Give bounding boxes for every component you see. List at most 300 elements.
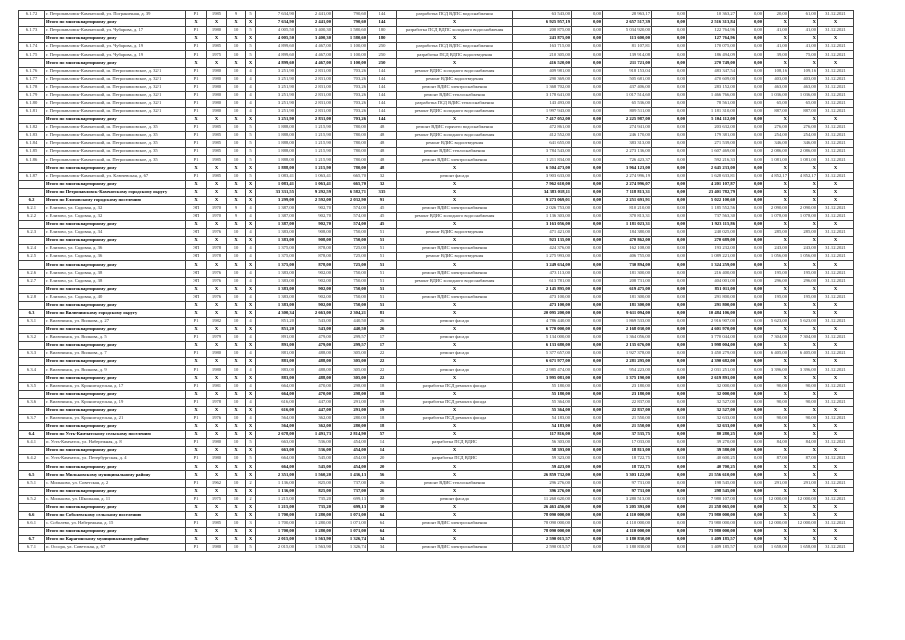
- cell-owner-funds: 23 180,00: [603, 382, 652, 390]
- cell-service-term: 10: [227, 83, 246, 91]
- cell-nonresidential-area: 454,00: [333, 447, 368, 455]
- cell-unit-cost: 87,00: [764, 455, 789, 463]
- cell-federal-funds: 0,00: [572, 67, 603, 75]
- cell-total-area: 1 888,00: [256, 132, 296, 140]
- cell-address: г. Петропавловск-Камчатский, ш. Петропавловское, д. 32/1: [45, 91, 186, 99]
- cell-service-term: 10: [227, 382, 246, 390]
- cell-regional-funds: 271 539,00: [687, 140, 737, 148]
- cell-total-cost: 63 543,00: [513, 11, 572, 19]
- cell-residential-area: 902,70: [296, 212, 333, 220]
- cell-nonresidential-area: 280,00: [333, 414, 368, 422]
- cell-work-type: Х: [397, 285, 513, 293]
- cell-service-term: 10: [227, 172, 246, 180]
- cell-wall-material: Р1: [186, 414, 207, 422]
- cell-total-cost: 59 423,00: [513, 463, 572, 471]
- cell-residential-area: 488,00: [296, 366, 333, 374]
- cell-total-cost: 143 493,00: [513, 99, 572, 107]
- table-row: [19, 67, 854, 75]
- cell-nonresidential-area: 790,60: [333, 11, 368, 19]
- cell-work-type: разработка ПСД ремонта фасада: [397, 398, 513, 406]
- cell-residents: 14: [368, 439, 397, 447]
- cell-year-built: Х: [207, 463, 227, 471]
- cell-local-funds: 0,00: [737, 221, 764, 229]
- cell-total-cost: 34 383 018,11: [513, 188, 572, 196]
- cell-work-type: ремонт ВДИС электроснабжения: [397, 156, 513, 164]
- cell-local-funds: 0,00: [737, 204, 764, 212]
- cell-service-term: Х: [227, 528, 246, 536]
- cell-residential-area: 2 592,00: [296, 196, 333, 204]
- table-row: [19, 99, 854, 107]
- cell-year-built: Х: [207, 188, 227, 196]
- cell-max-unit-cost: 2 090,00: [789, 204, 818, 212]
- cell-regional-funds: 2 516 313,84: [687, 19, 737, 27]
- cell-local-funds: 0,00: [737, 180, 764, 188]
- cell-work-type: разработка ПСД ВДПС водоснабжения: [397, 11, 513, 19]
- cell-other-funds: 0,00: [652, 390, 687, 398]
- cell-federal-funds: 0,00: [572, 140, 603, 148]
- cell-regional-funds: 32 000,00: [687, 390, 737, 398]
- cell-completion-date: Х: [818, 503, 854, 511]
- cell-item-number: [19, 164, 45, 172]
- cell-residents: 144: [368, 19, 397, 27]
- cell-completion-date: Х: [818, 487, 854, 495]
- cell-floors: Х: [246, 285, 256, 293]
- cell-address: с. Соболево, ул. Набережная, д. 15: [45, 519, 186, 527]
- cell-floors: Х: [246, 406, 256, 414]
- cell-year-built: 1985: [207, 148, 227, 156]
- cell-address: Итого по многоквартирному дому: [45, 164, 186, 172]
- cell-floors: Х: [246, 342, 256, 350]
- cell-year-built: 1985: [207, 124, 227, 132]
- cell-work-type: Х: [397, 503, 513, 511]
- cell-floors: Х: [246, 503, 256, 511]
- cell-unit-cost: 108,16: [764, 67, 789, 75]
- cell-regional-funds: 2 916 907,00: [687, 317, 737, 325]
- cell-work-type: Х: [397, 326, 513, 334]
- cell-max-unit-cost: Х: [789, 180, 818, 188]
- cell-year-built: 1970: [207, 212, 227, 220]
- cell-year-built: 1981: [207, 382, 227, 390]
- cell-max-unit-cost: Х: [789, 431, 818, 439]
- table-row: [19, 382, 854, 390]
- cell-wall-material: Х: [186, 221, 207, 229]
- cell-year-built: Х: [207, 422, 227, 430]
- cell-service-term: 9: [227, 11, 246, 19]
- cell-work-type: ремонт ВДИС водоотведения: [397, 229, 513, 237]
- cell-residential-area: 479,00: [296, 334, 333, 342]
- cell-unit-cost: 1 056,00: [764, 253, 789, 261]
- cell-total-cost: 296 276,00: [513, 479, 572, 487]
- cell-floors: 5: [246, 51, 256, 59]
- cell-service-term: Х: [227, 374, 246, 382]
- cell-address: Итого по многоквартирному дому: [45, 422, 186, 430]
- cell-address: г. Елизово, ул. Садовая, д. 32: [45, 212, 186, 220]
- cell-total-area: 1 083,41: [256, 172, 296, 180]
- cell-total-cost: 2 590 015,57: [513, 536, 572, 544]
- cell-year-built: 1976: [207, 269, 227, 277]
- cell-residential-area: 902,00: [296, 293, 333, 301]
- cell-year-built: Х: [207, 431, 227, 439]
- cell-year-built: 1976: [207, 229, 227, 237]
- cell-nonresidential-area: 2 814,90: [333, 431, 368, 439]
- cell-local-funds: 0,00: [737, 116, 764, 124]
- cell-total-cost: 6 133 680,00: [513, 342, 572, 350]
- cell-regional-funds: 73 980 000,00: [687, 528, 737, 536]
- cell-owner-funds: 162 108,00: [603, 245, 652, 253]
- cell-unit-cost: Х: [764, 188, 789, 196]
- cell-other-funds: 0,00: [652, 414, 687, 422]
- cell-nonresidential-area: 1 326,74: [333, 544, 368, 552]
- cell-federal-funds: 0,00: [572, 390, 603, 398]
- cell-federal-funds: 0,00: [572, 91, 603, 99]
- cell-local-funds: 0,00: [737, 148, 764, 156]
- cell-residents: 48: [368, 140, 397, 148]
- cell-unit-cost: Х: [764, 19, 789, 27]
- cell-nonresidential-area: 725,00: [333, 253, 368, 261]
- cell-address: г. Елизово, ул. Садовая, д. 34: [45, 229, 186, 237]
- table-row: [19, 148, 854, 156]
- cell-year-built: Х: [207, 116, 227, 124]
- cell-unit-cost: 346,00: [764, 140, 789, 148]
- cell-work-type: ремонт ВДИС электроснабжения: [397, 269, 513, 277]
- cell-local-funds: 0,00: [737, 196, 764, 204]
- cell-federal-funds: 0,00: [572, 261, 603, 269]
- cell-completion-date: 31.12.2021: [818, 27, 854, 35]
- cell-residential-area: 1 280,00: [296, 528, 333, 536]
- table-row: [19, 51, 854, 59]
- table-row: [19, 204, 854, 212]
- cell-completion-date: 31.12.2021: [818, 11, 854, 19]
- cell-federal-funds: 0,00: [572, 326, 603, 334]
- cell-unit-cost: 20,00: [764, 11, 789, 19]
- cell-year-built: 1976: [207, 277, 227, 285]
- cell-total-cost: 6 671 977,00: [513, 358, 572, 366]
- cell-wall-material: Х: [186, 196, 207, 204]
- cell-residential-area: 447,00: [296, 406, 333, 414]
- cell-work-type: разработка ПСД ВДПС холодного водоснабжения: [397, 27, 513, 35]
- cell-other-funds: 0,00: [652, 463, 687, 471]
- cell-address: п. Усть-Камчатск, ул. Петербургская, д. 4: [45, 455, 186, 463]
- cell-work-type: ремонт фасада: [397, 350, 513, 358]
- cell-unit-cost: 1 036,00: [764, 91, 789, 99]
- cell-address: г. Петропавловск-Камчатский, ул. Ключевская, д. 67: [45, 172, 186, 180]
- cell-nonresidential-area: 1 071,00: [333, 511, 368, 519]
- cell-address: Итого по многоквартирному дому: [45, 406, 186, 414]
- cell-service-term: 10: [227, 366, 246, 374]
- cell-floors: 4: [246, 317, 256, 325]
- cell-residential-area: 2 831,00: [296, 99, 333, 107]
- cell-completion-date: 31.12.2021: [818, 172, 854, 180]
- cell-year-built: Х: [207, 447, 227, 455]
- cell-service-term: 10: [227, 229, 246, 237]
- cell-residential-area: 2 441,00: [296, 19, 333, 27]
- cell-residential-area: 545,00: [296, 463, 333, 471]
- cell-residents: 20: [368, 463, 397, 471]
- cell-residents: 64: [368, 528, 397, 536]
- cell-local-funds: 0,00: [737, 422, 764, 430]
- cell-item-number: 6.6.1: [19, 519, 45, 527]
- cell-item-number: 6.2.7: [19, 277, 45, 285]
- cell-max-unit-cost: Х: [789, 309, 818, 317]
- cell-floors: Х: [246, 447, 256, 455]
- cell-address: Итого по многоквартирному дому: [45, 261, 186, 269]
- cell-work-type: разработка ПСД ВДИС теплоснабжения: [397, 99, 513, 107]
- cell-wall-material: Х: [186, 528, 207, 536]
- cell-regional-funds: 122 764,96: [687, 27, 737, 35]
- cell-other-funds: 0,00: [652, 99, 687, 107]
- cell-floors: Х: [246, 358, 256, 366]
- cell-federal-funds: 0,00: [572, 172, 603, 180]
- cell-year-built: 1985: [207, 11, 227, 19]
- cell-owner-funds: 9 611 094,00: [603, 309, 652, 317]
- cell-wall-material: ЭП: [186, 245, 207, 253]
- cell-total-area: 33 331,55: [256, 188, 296, 196]
- cell-regional-funds: 23 401 782,79: [687, 188, 737, 196]
- cell-completion-date: 31.12.2021: [818, 366, 854, 374]
- cell-total-cost: 3 784 543,00: [513, 148, 572, 156]
- table-row: [19, 196, 854, 204]
- cell-total-area: 1 136,00: [256, 487, 296, 495]
- cell-regional-funds: 32 527,00: [687, 406, 737, 414]
- cell-residential-area: 878,00: [296, 261, 333, 269]
- cell-max-unit-cost: Х: [789, 237, 818, 245]
- cell-total-area: 4 899,60: [256, 59, 296, 67]
- cell-total-area: 2 015,00: [256, 536, 296, 544]
- cell-total-cost: 20 095 200,00: [513, 309, 572, 317]
- cell-floors: Х: [246, 309, 256, 317]
- cell-work-type: ремонт ВДИС теплоснабжения: [397, 479, 513, 487]
- cell-other-funds: 0,00: [652, 342, 687, 350]
- cell-owner-funds: 18 722,75: [603, 463, 652, 471]
- cell-regional-funds: 32 633,00: [687, 414, 737, 422]
- cell-residents: 22: [368, 366, 397, 374]
- cell-completion-date: 31.12.2021: [818, 75, 854, 83]
- table-row: [19, 164, 854, 172]
- table-row: [19, 422, 854, 430]
- cell-max-unit-cost: Х: [789, 422, 818, 430]
- cell-wall-material: Р1: [186, 148, 207, 156]
- cell-total-area: 564,00: [256, 414, 296, 422]
- cell-federal-funds: 0,00: [572, 221, 603, 229]
- cell-total-cost: 641 655,00: [513, 140, 572, 148]
- table-row: [19, 261, 854, 269]
- cell-floors: 4: [246, 350, 256, 358]
- cell-floors: 5: [246, 132, 256, 140]
- cell-other-funds: 0,00: [652, 358, 687, 366]
- cell-residential-area: 4 467,00: [296, 59, 333, 67]
- cell-year-built: 1980: [207, 91, 227, 99]
- cell-max-unit-cost: Х: [789, 164, 818, 172]
- cell-unit-cost: Х: [764, 447, 789, 455]
- cell-residential-area: 2 663,00: [296, 309, 333, 317]
- cell-residents: 180: [368, 35, 397, 43]
- cell-federal-funds: 0,00: [572, 51, 603, 59]
- cell-year-built: 1980: [207, 99, 227, 107]
- cell-item-number: 6.2.6: [19, 269, 45, 277]
- cell-total-area: 1 387,00: [256, 221, 296, 229]
- cell-federal-funds: 0,00: [572, 212, 603, 220]
- cell-regional-funds: 1 466 766,00: [687, 91, 737, 99]
- cell-address: г. Петропавловск-Камчатский, ш. Петропавловское, д. 35: [45, 148, 186, 156]
- cell-completion-date: Х: [818, 188, 854, 196]
- table-row: [19, 245, 854, 253]
- cell-total-area: 1 383,00: [256, 277, 296, 285]
- table-row: [19, 221, 854, 229]
- cell-local-funds: 0,00: [737, 455, 764, 463]
- cell-work-type: ремонт ВДИС водоотведения: [397, 75, 513, 83]
- cell-floors: Х: [246, 196, 256, 204]
- cell-local-funds: 0,00: [737, 309, 764, 317]
- cell-other-funds: 0,00: [652, 455, 687, 463]
- cell-floors: Х: [246, 463, 256, 471]
- cell-owner-funds: 7 118 813,31: [603, 188, 652, 196]
- cell-total-cost: 11 260 620,00: [513, 495, 572, 503]
- table-row: [19, 309, 854, 317]
- cell-address: Итого по многоквартирному дому: [45, 342, 186, 350]
- cell-total-cost: 2 145 895,00: [513, 285, 572, 293]
- cell-address: Итого по Мильковскому муниципальному району: [45, 471, 186, 479]
- cell-nonresidential-area: 703,26: [333, 67, 368, 75]
- cell-regional-funds: 21 556 610,00: [687, 471, 737, 479]
- cell-wall-material: ЭП: [186, 269, 207, 277]
- cell-federal-funds: 0,00: [572, 350, 603, 358]
- cell-work-type: разработка ПСД ВДИС: [397, 439, 513, 447]
- cell-residents: 32: [368, 172, 397, 180]
- cell-year-built: 1970: [207, 204, 227, 212]
- cell-residential-area: 735,20: [296, 503, 333, 511]
- cell-service-term: Х: [227, 261, 246, 269]
- cell-local-funds: 0,00: [737, 301, 764, 309]
- cell-total-area: 3 251,90: [256, 116, 296, 124]
- cell-owner-funds: 97 731,00: [603, 479, 652, 487]
- cell-nonresidential-area: 750,00: [333, 293, 368, 301]
- cell-work-type: Х: [397, 390, 513, 398]
- cell-residential-area: 470,00: [296, 390, 333, 398]
- cell-unit-cost: Х: [764, 536, 789, 544]
- cell-owner-funds: 470 862,00: [603, 237, 652, 245]
- cell-year-built: Х: [207, 528, 227, 536]
- cell-owner-funds: 181 300,00: [603, 293, 652, 301]
- cell-item-number: 6.2: [19, 196, 45, 204]
- cell-residential-area: 2 831,00: [296, 75, 333, 83]
- cell-residential-area: 1 563,90: [296, 536, 333, 544]
- cell-total-area: 3 251,90: [256, 91, 296, 99]
- cell-year-built: Х: [207, 164, 227, 172]
- cell-year-built: 1985: [207, 43, 227, 51]
- cell-local-funds: 0,00: [737, 471, 764, 479]
- cell-item-number: [19, 463, 45, 471]
- cell-owner-funds: 28 963,17: [603, 11, 652, 19]
- cell-year-built: 1978: [207, 253, 227, 261]
- cell-year-built: 1979: [207, 334, 227, 342]
- cell-unit-cost: 296,00: [764, 277, 789, 285]
- cell-nonresidential-area: 1 580,60: [333, 35, 368, 43]
- cell-residential-area: 4 467,00: [296, 43, 333, 51]
- cell-wall-material: ЭП: [186, 253, 207, 261]
- cell-max-unit-cost: Х: [789, 406, 818, 414]
- cell-service-term: 10: [227, 293, 246, 301]
- cell-year-built: 1980: [207, 455, 227, 463]
- table-row: [19, 374, 854, 382]
- cell-unit-cost: Х: [764, 406, 789, 414]
- cell-total-cost: 471 421,00: [513, 229, 572, 237]
- cell-other-funds: 0,00: [652, 334, 687, 342]
- cell-max-unit-cost: Х: [789, 511, 818, 519]
- cell-total-area: 664,00: [256, 390, 296, 398]
- cell-regional-funds: 3 450 279,00: [687, 350, 737, 358]
- cell-max-unit-cost: 90,00: [789, 382, 818, 390]
- cell-other-funds: 0,00: [652, 132, 687, 140]
- cell-residential-area: 902,00: [296, 269, 333, 277]
- cell-year-built: 1980: [207, 439, 227, 447]
- table-row: [19, 463, 854, 471]
- cell-max-unit-cost: Х: [789, 196, 818, 204]
- cell-local-funds: 0,00: [737, 11, 764, 19]
- cell-nonresidential-area: 305,00: [333, 366, 368, 374]
- cell-other-funds: 0,00: [652, 495, 687, 503]
- cell-item-number: 6.2.1: [19, 204, 45, 212]
- cell-max-unit-cost: 291,00: [789, 479, 818, 487]
- cell-completion-date: Х: [818, 422, 854, 430]
- table-row: [19, 334, 854, 342]
- cell-address: Итого по многоквартирному дому: [45, 503, 186, 511]
- cell-regional-funds: 193 232,00: [687, 245, 737, 253]
- cell-residents: 18: [368, 382, 397, 390]
- cell-federal-funds: 0,00: [572, 59, 603, 67]
- cell-residents: 45: [368, 212, 397, 220]
- cell-unit-cost: Х: [764, 390, 789, 398]
- cell-work-type: ремонт ВДИС электроснабжения: [397, 83, 513, 91]
- cell-total-area: 1 375,00: [256, 253, 296, 261]
- table-row: [19, 212, 854, 220]
- table-row: [19, 342, 854, 350]
- cell-floors: 4: [246, 107, 256, 115]
- cell-address: Итого по Вилючинскому городскому округу: [45, 309, 186, 317]
- cell-other-funds: 0,00: [652, 19, 687, 27]
- cell-service-term: Х: [227, 180, 246, 188]
- cell-other-funds: 0,00: [652, 156, 687, 164]
- cell-federal-funds: 0,00: [572, 544, 603, 552]
- cell-wall-material: Р1: [186, 124, 207, 132]
- cell-service-term: Х: [227, 503, 246, 511]
- cell-work-type: Х: [397, 447, 513, 455]
- cell-completion-date: 31.12.2021: [818, 439, 854, 447]
- cell-max-unit-cost: 5 623,00: [789, 317, 818, 325]
- cell-nonresidential-area: 305,00: [333, 358, 368, 366]
- cell-other-funds: 0,00: [652, 382, 687, 390]
- cell-wall-material: Х: [186, 188, 207, 196]
- cell-floors: Х: [246, 237, 256, 245]
- cell-federal-funds: 0,00: [572, 107, 603, 115]
- cell-floors: 5: [246, 11, 256, 19]
- cell-owner-funds: 730 894,00: [603, 261, 652, 269]
- cell-max-unit-cost: Х: [789, 35, 818, 43]
- cell-floors: 5: [246, 455, 256, 463]
- cell-service-term: 10: [227, 107, 246, 115]
- cell-floors: Х: [246, 422, 256, 430]
- cell-total-area: 2 351,00: [256, 471, 296, 479]
- cell-nonresidential-area: 780,00: [333, 140, 368, 148]
- cell-regional-funds: 21 258 065,00: [687, 503, 737, 511]
- cell-total-cost: 55 364,00: [513, 406, 572, 414]
- cell-address: п. Оссора, ул. Советская, д. 67: [45, 544, 186, 552]
- cell-floors: 4: [246, 99, 256, 107]
- cell-other-funds: 0,00: [652, 59, 687, 67]
- cell-other-funds: 0,00: [652, 116, 687, 124]
- cell-residential-area: 362,00: [296, 414, 333, 422]
- cell-floors: 4: [246, 229, 256, 237]
- cell-nonresidential-area: 790,60: [333, 19, 368, 27]
